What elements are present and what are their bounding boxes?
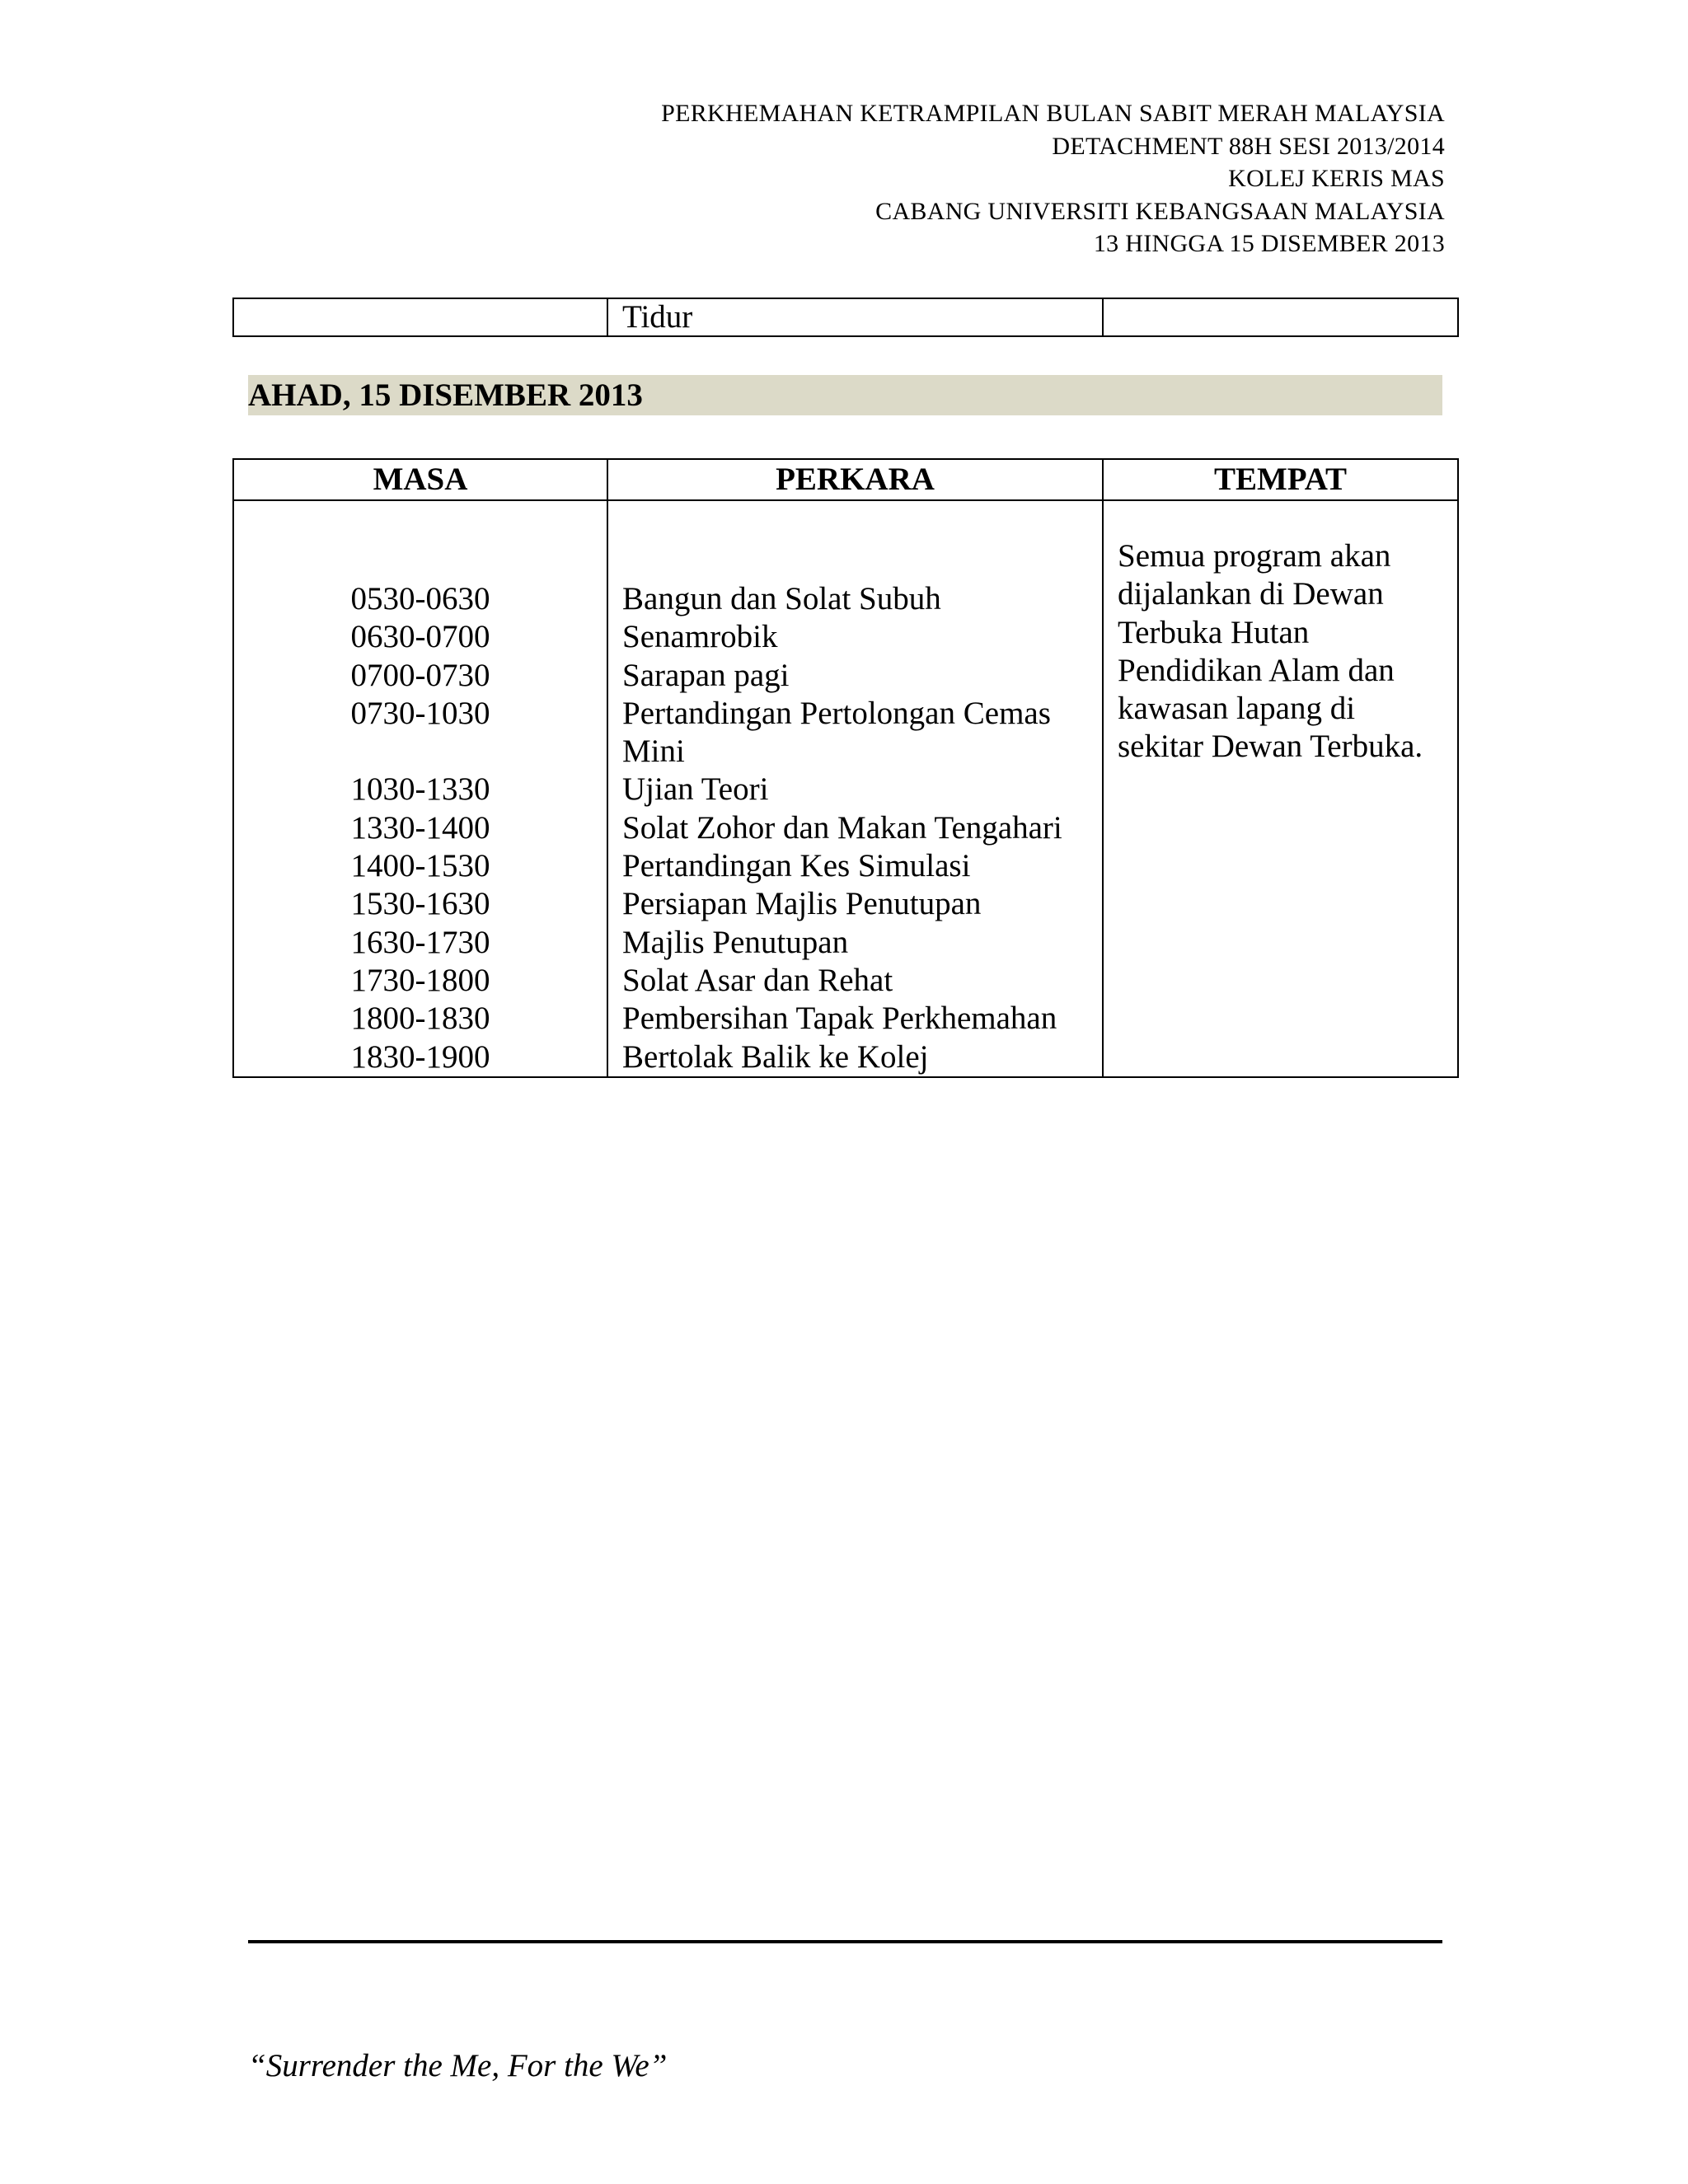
tempat-line: sekitar Dewan Terbuka. [1118, 729, 1423, 765]
masa-column [233, 500, 607, 1077]
table-row [233, 500, 1458, 1077]
perkara-column [607, 500, 1103, 1077]
perkara-item: Persiapan Majlis Penutupan [622, 886, 982, 922]
masa-item: 0630-0700 [350, 619, 490, 655]
header-line-dates: 13 HINGGA 15 DISEMBER 2013 [1093, 230, 1445, 257]
perkara-item: Pembersihan Tapak Perkhemahan [622, 1001, 1057, 1037]
footer-motto: “Surrender the Me, For the We” [248, 2048, 668, 2083]
column-header-tempat: TEMPAT [1103, 459, 1458, 500]
tempat-text [1104, 501, 1457, 766]
column-header-masa: MASA [233, 459, 607, 500]
footer-rule [248, 1940, 1442, 1943]
perkara-item: Solat Asar dan Rehat [622, 962, 893, 998]
column-header-perkara: PERKARA [607, 459, 1103, 500]
perkara-list [608, 580, 1102, 1076]
perkara-item: Solat Zohor dan Makan Tengahari [622, 809, 1062, 846]
perkara-cell: Tidur [607, 298, 1103, 336]
masa-item: 1630-1730 [350, 924, 490, 960]
masa-item: 0700-0730 [350, 657, 490, 693]
perkara-item: Bangun dan Solat Subuh [622, 581, 941, 616]
table-header-row [233, 459, 1458, 500]
masa-item: 0730-1030 [350, 695, 490, 731]
masa-item: 1800-1830 [350, 1001, 490, 1037]
masa-item: 1030-1330 [350, 771, 490, 808]
masa-item: 1530-1630 [350, 886, 490, 922]
tempat-column [1103, 500, 1458, 1077]
perkara-item: Pertandingan Kes Simulasi [622, 848, 971, 884]
tempat-cell [1103, 298, 1458, 336]
previous-schedule-table [232, 298, 1459, 337]
masa-item: 1330-1400 [350, 809, 490, 846]
masa-item: 1730-1800 [350, 962, 490, 998]
header-line-college: KOLEJ KERIS MAS [1228, 165, 1445, 192]
perkara-item: Majlis Penutupan [622, 924, 849, 960]
perkara-item: Senamrobik [622, 619, 778, 655]
masa-item: 0530-0630 [350, 581, 490, 616]
perkara-item: Sarapan pagi [622, 657, 790, 693]
schedule-table [232, 458, 1459, 1078]
masa-item: 1400-1530 [350, 848, 490, 884]
tempat-line: Terbuka Hutan [1118, 614, 1310, 650]
perkara-item: Ujian Teori [622, 771, 769, 808]
tempat-line: Pendidikan Alam dan [1118, 652, 1395, 688]
perkara-item: Pertandingan Pertolongan Cemas [622, 695, 1051, 731]
tempat-line: kawasan lapang di [1118, 691, 1356, 727]
day-heading: AHAD, 15 DISEMBER 2013 [248, 375, 1442, 415]
perkara-item: Bertolak Balik ke Kolej [622, 1038, 929, 1075]
masa-item [234, 733, 607, 771]
perkara-item: Mini [622, 733, 685, 770]
header-line-event: PERKHEMAHAN KETRAMPILAN BULAN SABIT MERAH MALAYSIA [661, 100, 1445, 127]
tempat-line: Semua program akan [1118, 538, 1391, 574]
header-line-detachment: DETACHMENT 88H SESI 2013/2014 [1052, 132, 1445, 160]
table-row [233, 298, 1458, 336]
document-header [661, 97, 1445, 260]
masa-cell [233, 298, 607, 336]
tempat-line: dijalankan di Dewan [1118, 576, 1384, 612]
masa-item: 1830-1900 [350, 1038, 490, 1075]
header-line-branch: CABANG UNIVERSITI KEBANGSAAN MALAYSIA [875, 197, 1445, 225]
masa-list [234, 580, 607, 1076]
